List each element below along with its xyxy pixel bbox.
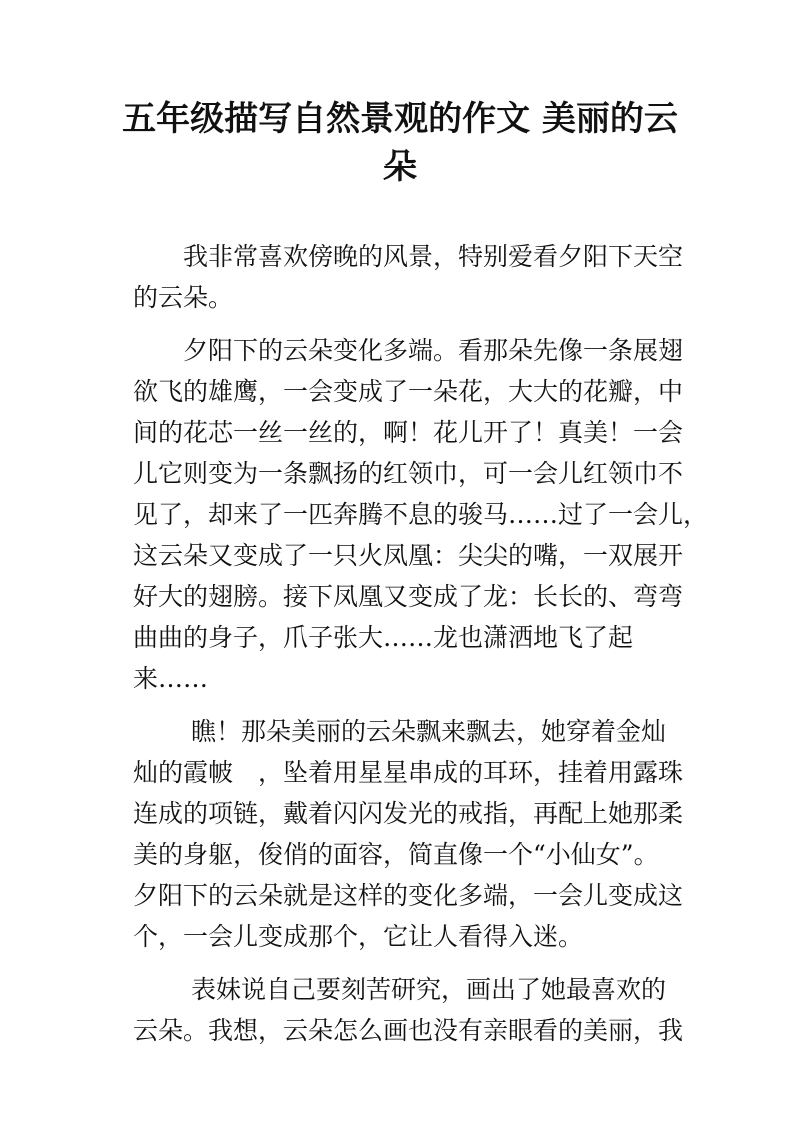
- paragraph-1: [133, 236, 684, 318]
- text-line: 这云朵又变成了一只火凤凰：尖尖的嘴，一双展开: [133, 541, 684, 570]
- text-line: 来……: [133, 664, 209, 693]
- text-line: 见了，却来了一匹奔腾不息的骏马……过了一会儿，: [133, 500, 709, 529]
- text-line: 瞧！那朵美丽的云朵飘来飘去，她穿着金灿: [133, 717, 666, 746]
- text-line: 美的身躯，俊俏的面容，简直像一个“小仙女”。: [133, 840, 659, 869]
- document-title: [120, 95, 680, 191]
- text-line: 间的花芯一丝一丝的，啊！花儿开了！真美！一会: [133, 418, 684, 447]
- paragraph-4: [133, 969, 684, 1051]
- paragraph-2: [133, 330, 709, 699]
- text-line: 云朵。我想，云朵怎么画也没有亲眼看的美丽，我: [133, 1016, 684, 1045]
- text-line: 灿的霞帔 ，坠着用星星串成的耳环，挂着用露珠: [133, 758, 684, 787]
- text-line: 儿它则变为一条飘扬的红领巾，可一会儿红领巾不: [133, 459, 684, 488]
- title-line: 朵: [383, 147, 417, 187]
- paragraph-3: [133, 711, 684, 957]
- document-body: [133, 236, 709, 1051]
- text-line: 曲曲的身子，爪子张大……龙也潇洒地飞了起: [133, 623, 634, 652]
- text-line: 我非常喜欢傍晚的风景，特别爱看夕阳下天空: [133, 242, 684, 271]
- text-line: 表妹说自己要刻苦研究，画出了她最喜欢的: [133, 975, 666, 1004]
- title-line: 五年级描写自然景观的作文 美丽的云: [122, 99, 678, 139]
- text-line: 欲飞的雄鹰，一会变成了一朵花，大大的花瓣，中: [133, 377, 684, 406]
- text-line: 个，一会儿变成那个，它让人看得入迷。: [133, 922, 584, 951]
- text-line: 夕阳下的云朵就是这样的变化多端，一会儿变成这: [133, 881, 684, 910]
- text-line: 的云朵。: [133, 283, 234, 312]
- text-line: 好大的翅膀。接下凤凰又变成了龙：长长的、弯弯: [133, 582, 684, 611]
- text-line: 夕阳下的云朵变化多端。看那朵先像一条展翅: [133, 336, 684, 365]
- text-line: 连成的项链，戴着闪闪发光的戒指，再配上她那柔: [133, 799, 684, 828]
